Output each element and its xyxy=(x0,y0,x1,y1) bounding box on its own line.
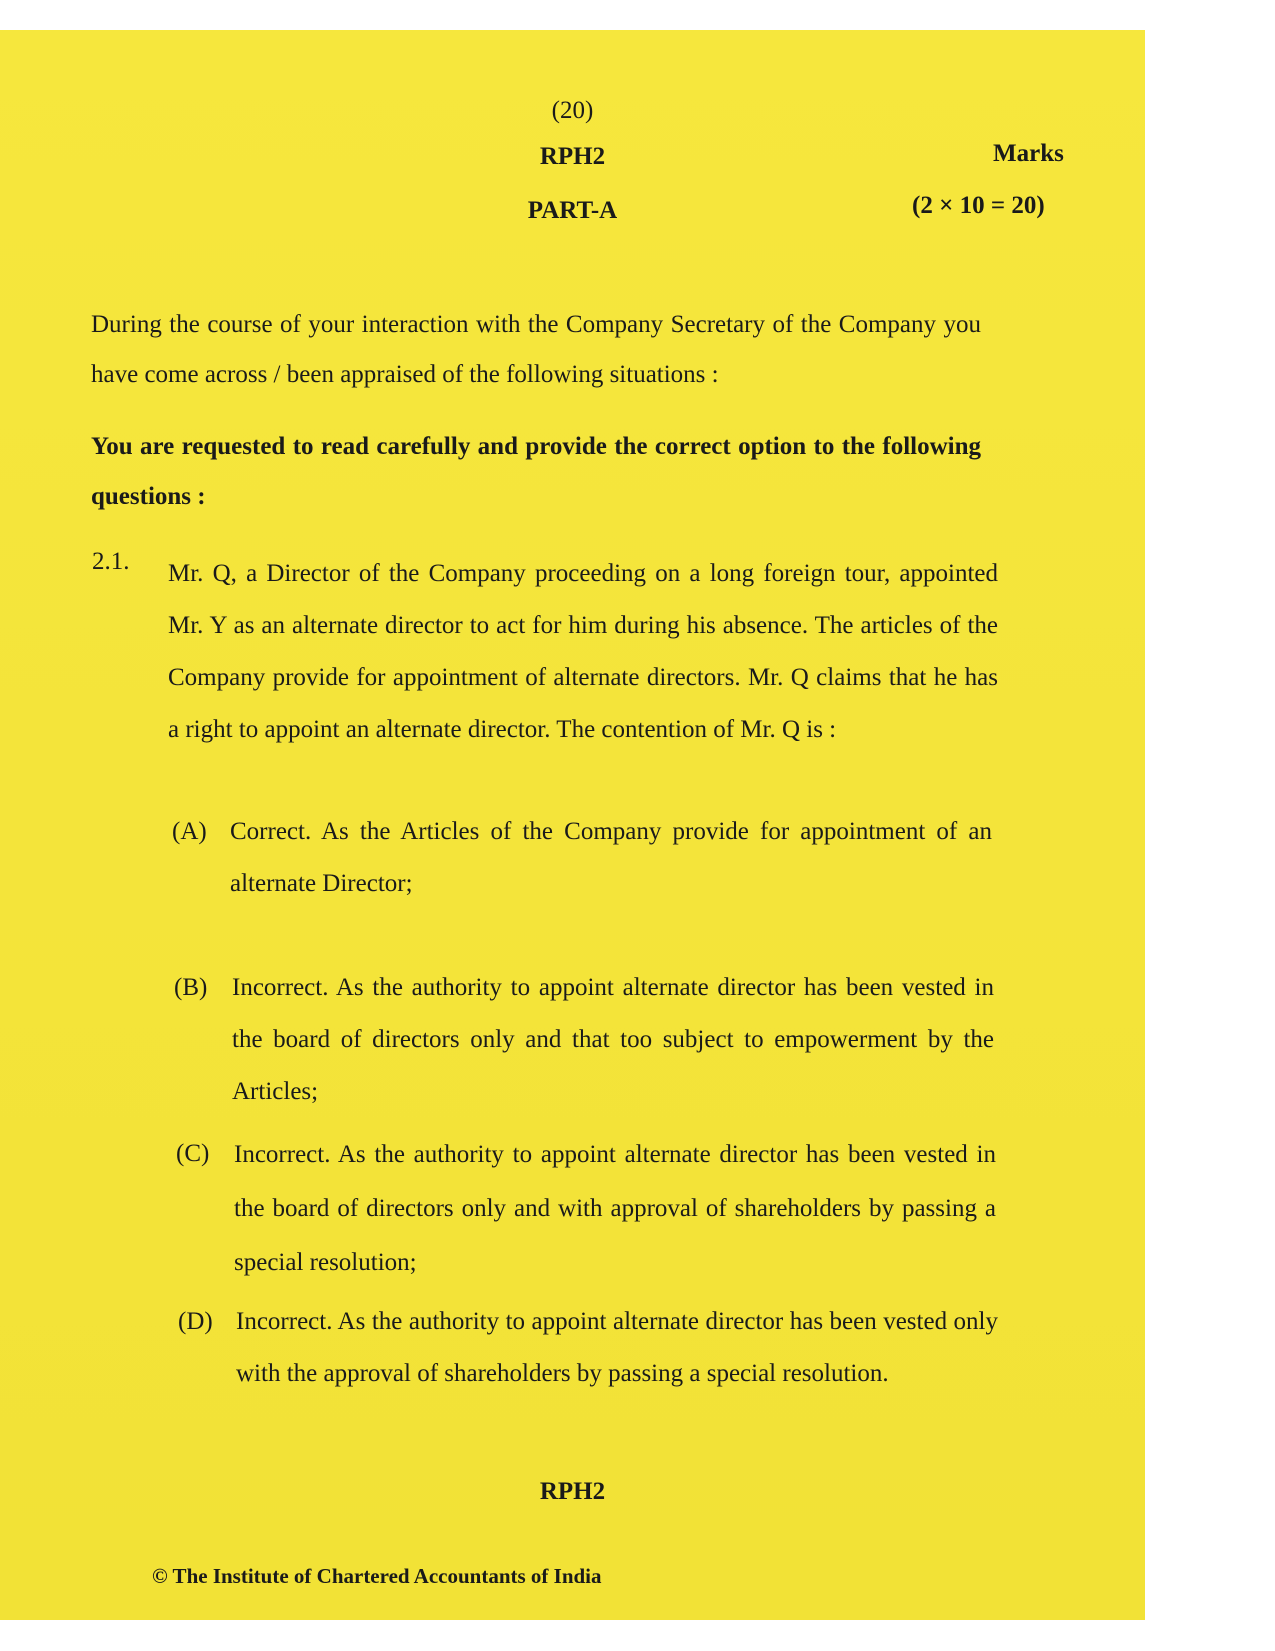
option-text: Incorrect. As the authority to appoint alternate director has been vested only with the approval of shareholders by passing a special resolution. xyxy=(236,1308,998,1387)
option-label: (B) xyxy=(174,974,208,1001)
option-a xyxy=(172,806,992,916)
marks-scheme: (2 × 10 = 20) xyxy=(912,192,1045,219)
question-number: 2.1. xyxy=(92,548,130,575)
page-number: (20) xyxy=(551,97,594,124)
option-text: Incorrect. As the authority to appoint alternate director has been vested in the board of directors only and that too subject to empowerment by the Articles; xyxy=(232,974,994,1105)
intro-paragraph: During the course of your interaction with the Company Secretary of the Company you have come across / been appraised of the following situations : xyxy=(91,311,981,388)
paper-code: RPH2 xyxy=(539,143,606,170)
instruction-paragraph: You are requested to read carefully and provide the correct option to the following questions : xyxy=(91,433,981,510)
option-label: (A) xyxy=(172,818,207,845)
question-text: Mr. Q, a Director of the Company proceeding on a long foreign tour, appointed Mr. Y as an alternate director to act for him during his absence. The articles of the Company provide for appointment of alternate directors. Mr. Q claims that he has a right to appoint an alternate director. The contention of Mr. Q is : xyxy=(168,560,998,743)
option-b xyxy=(174,962,994,1105)
marks-label: Marks xyxy=(993,140,1064,167)
option-text: Correct. As the Articles of the Company provide for appointment of an alternate Director; xyxy=(230,818,992,897)
option-label: (C) xyxy=(176,1140,210,1167)
part-heading: PART-A xyxy=(527,197,618,224)
option-label: (D) xyxy=(178,1308,213,1335)
copyright-notice: © The Institute of Chartered Accountants of India xyxy=(152,1564,602,1588)
option-c xyxy=(176,1128,996,1288)
option-d xyxy=(178,1296,998,1436)
option-text: Incorrect. As the authority to appoint alternate director has been vested in the board of directors only and with approval of shareholders by passing a special resolution; xyxy=(234,1141,996,1276)
footer-paper-code: RPH2 xyxy=(539,1478,606,1505)
